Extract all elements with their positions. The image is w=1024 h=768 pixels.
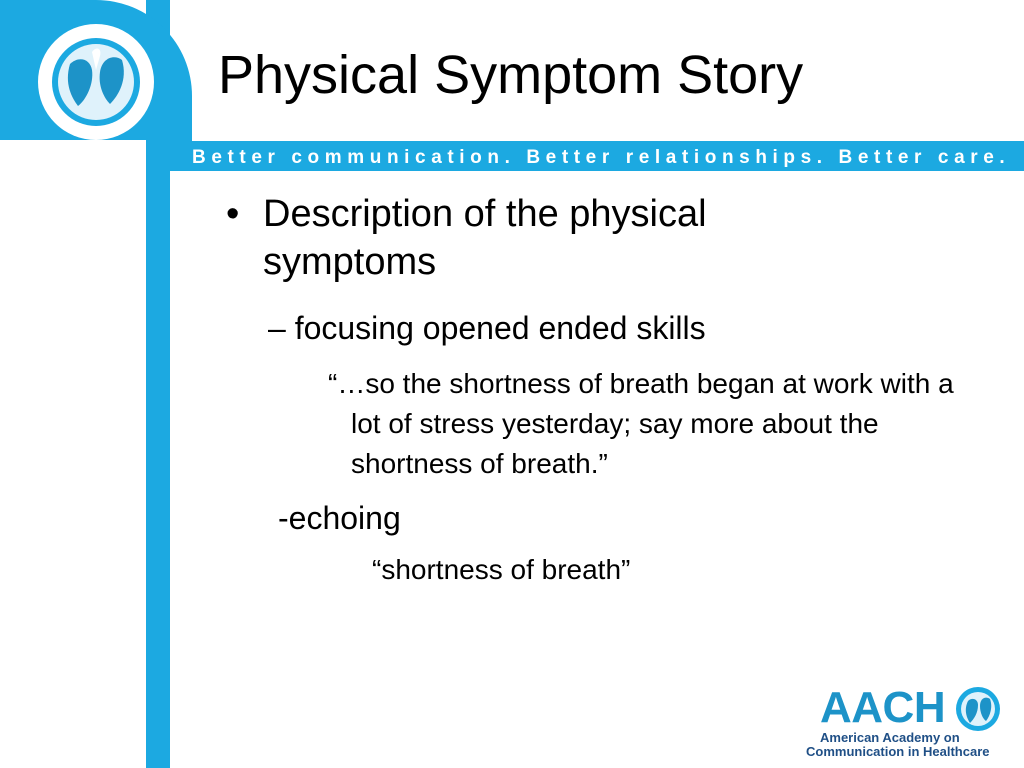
bullet-level3-echo-quote: “shortness of breath”: [372, 554, 631, 585]
bullet-level2-focusing: – focusing opened ended skills: [268, 310, 706, 346]
aach-logo-acronym: AACH: [820, 683, 946, 732]
tagline: Better communication. Better relationships. Better care.: [192, 147, 1011, 168]
aach-emblem-icon: [952, 685, 1004, 733]
bullet-level1-text: Description of the physical symptoms: [263, 193, 707, 283]
aach-logo: [806, 683, 1012, 761]
aach-logo-line1: American Academy on: [820, 730, 960, 745]
bullet-level2-echoing: -echoing: [278, 500, 401, 536]
bullet-level3-quote: “…so the shortness of breath began at work with a lot of stress yesterday; say more about the shortness of breath.”: [328, 368, 954, 479]
bullet-level1: [226, 190, 836, 286]
bullet-dot: •: [226, 193, 240, 235]
aach-logo-line2: Communication in Healthcare: [806, 744, 990, 759]
slide-title: Physical Symptom Story: [218, 45, 804, 105]
